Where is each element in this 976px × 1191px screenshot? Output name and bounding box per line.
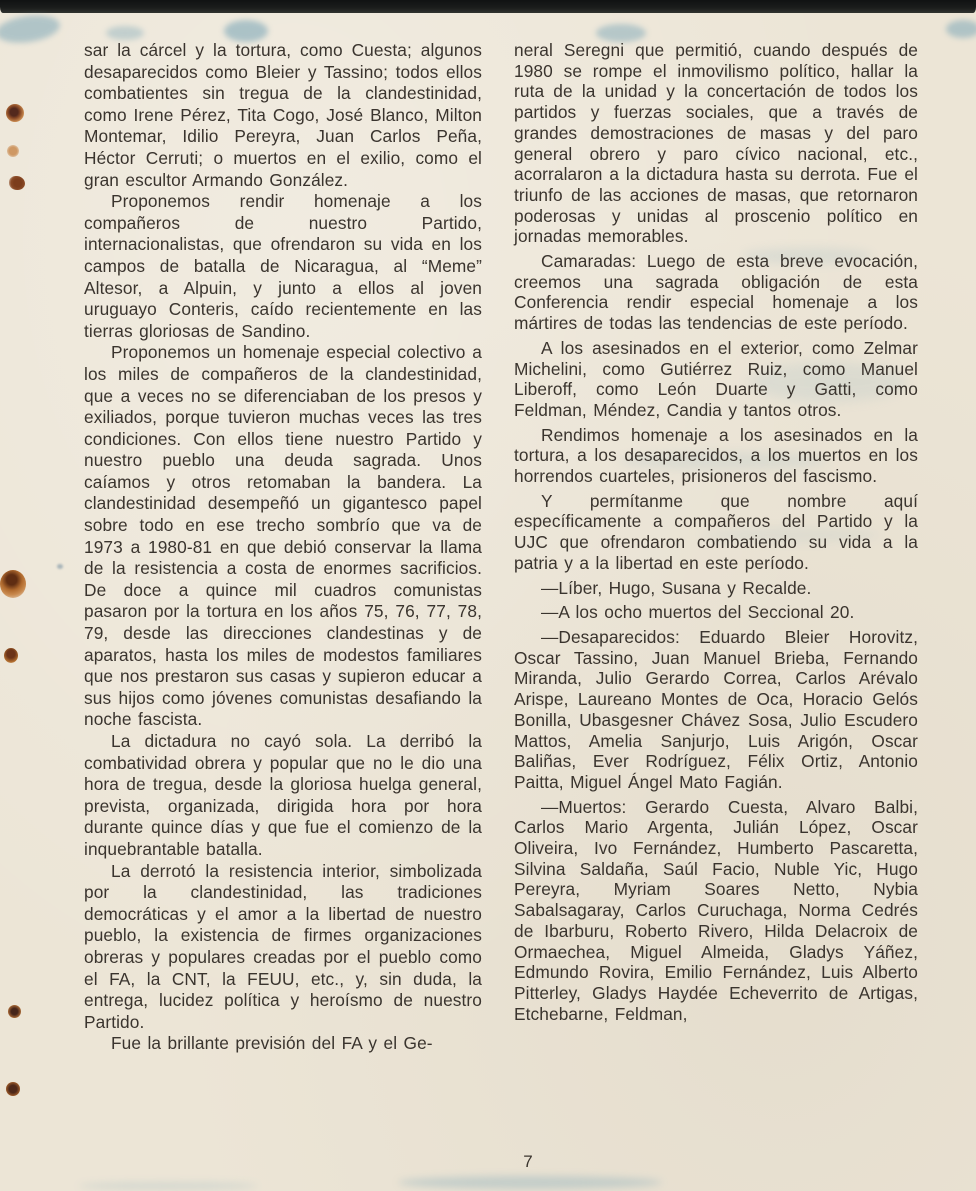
paragraph: Camaradas: Luego de esta breve evocación, creemos una sagrada obligación de esta Conferencia rendir especial homenaje a los mártires de todas las tendencias de este período. bbox=[514, 251, 918, 334]
paragraph: La derrotó la resistencia interior, simbolizada por la clandestinidad, las tradiciones democráticas y el amor a la libertad de nuestro pueblo, la existencia de firmes organizaciones obreras y populares creadas por el pueblo como el FA, la CNT, la FEUU, etc., y, sin duda, la entrega, lucidez política y heroísmo de nuestro Partido. bbox=[84, 860, 482, 1032]
page-number: 7 bbox=[523, 1152, 533, 1171]
ink-smudge bbox=[224, 20, 268, 42]
ink-smudge bbox=[946, 20, 976, 38]
paragraph: —Desaparecidos: Eduardo Bleier Horovitz, Oscar Tassino, Juan Manuel Brieba, Fernando Miranda, Julio Gerardo Correa, Carlos Arévalo Arispe, Laureano Montes de Oca, Horacio Gelós Bonilla, Ubasgesner Chávez Sosa, Julio Escudero Mattos, Amelia Sanjurjo, Luis Arigón, Oscar Baliñas, Ever Rodríguez, Félix Ortiz, Antonio Paitta, Miguel Ángel Mato Fagián. bbox=[514, 626, 918, 792]
foxing-stain bbox=[4, 648, 18, 663]
ink-smudge bbox=[106, 26, 144, 40]
paragraph: Y permítanme que nombre aquí específicamente a compañeros del Partido y la UJC que ofrendaron combatiendo su vida a la patria y a la libertad en este período. bbox=[514, 490, 918, 573]
ink-smudge bbox=[0, 12, 61, 47]
foxing-stain bbox=[8, 1005, 21, 1018]
ink-smudge bbox=[78, 1182, 258, 1190]
paragraph: Proponemos rendir homenaje a los compañeros de nuestro Partido, internacionalistas, que ofrendaron su vida en los campos de batalla de Nicaragua, al “Meme” Altesor, a Alpuin, y junto a ellos al joven uruguayo Conteris, caído recientemente en las tierras gloriosas de Sandino. bbox=[84, 191, 482, 341]
foxing-stain bbox=[6, 1082, 20, 1096]
text-column-right bbox=[514, 40, 918, 1024]
paragraph: sar la cárcel y la tortura, como Cuesta; algunos desaparecidos como Bleier y Tassino; todos ellos combatientes sin tregua de la clandestinidad, como Irene Pérez, Tita Cogo, José Blanco, Milton Montemar, Idilio Pereyra, Juan Carlos Peña, Héctor Cerruti; o muertos en el exilio, como el gran escultor Armando González. bbox=[84, 40, 482, 190]
paragraph: neral Seregni que permitió, cuando después de 1980 se rompe el inmovilismo político, hallar la ruta de la unidad y la concertación de todos los partidos y fuerzas sociales, que a través de grandes demostraciones de masas y del paro general obrero y paro cívico nacional, etc., acorralaron a la dictadura hasta su derrota. Fue el triunfo de las acciones de masas, que retornaron poderosas y unidas al proscenio político en jornadas memorables. bbox=[514, 40, 918, 247]
foxing-stain bbox=[9, 176, 25, 190]
foxing-stain bbox=[6, 104, 24, 122]
ink-smudge bbox=[398, 1176, 662, 1189]
paragraph: Fue la brillante previsión del FA y el Ge- bbox=[111, 1033, 433, 1054]
text-column-left bbox=[84, 40, 482, 1055]
paragraph: Proponemos un homenaje especial colectivo a los miles de compañeros de la clandestinidad, que a veces no se diferenciaban de los presos y exiliados, porque tuvieron muchas veces las tres condiciones. Con ellos tiene nuestro Partido y nuestro pueblo una deuda sagrada. Unos caíamos y otros retomaban la bandera. La clandestinidad desempeñó un gigantesco papel sobre todo en ese trecho sombrío que va de 1973 a 1980-81 en que debió conservar la llama de la resistencia a costa de enormes sacrificios. De doce a quince mil cuadros comunistas pasaron por la tortura en los años 75, 76, 77, 78, 79, desde las direcciones clandestinas y de aparatos, hasta los miles de modestos familiares que nos prestaron sus casas y supieron educar a sus hijos como jóvenes comunistas desafiando la noche fascista. bbox=[84, 342, 482, 730]
paragraph: A los asesinados en el exterior, como Zelmar Michelini, como Gutiérrez Ruiz, como Manuel Liberoff, como León Duarte y Gatti, como Feldman, Méndez, Candia y tantos otros. bbox=[514, 337, 918, 420]
paragraph: —Líber, Hugo, Susana y Recalde. bbox=[541, 577, 812, 598]
paragraph: La dictadura no cayó sola. La derribó la combatividad obrera y popular que no le dio una hora de tregua, desde la gloriosa huelga general, prevista, organizada, dirigida hora por hora durante quince días y que fue el comienzo de la inquebrantable batalla. bbox=[84, 731, 482, 859]
foxing-stain bbox=[7, 145, 19, 157]
paragraph: Rendimos homenaje a los asesinados en la tortura, a los desaparecidos, a los muertos en los horrendos cuarteles, prisioneros del fascismo. bbox=[514, 424, 918, 487]
scan-edge-band bbox=[0, 0, 976, 13]
ink-speck bbox=[57, 564, 63, 569]
foxing-stain bbox=[0, 570, 26, 598]
paragraph: —Muertos: Gerardo Cuesta, Alvaro Balbi, Carlos Mario Argenta, Julián López, Oscar Oliveira, Ivo Fernández, Humberto Pascaretta, Silvina Saldaña, Saúl Facio, Nuble Yic, Hugo Pereyra, Myriam Soares Netto, Nybia Sabalsagaray, Carlos Curuchaga, Norma Cedrés de Ibarburu, Roberto Rivero, Hilda Delacroix de Ormaechea, Miguel Almeida, Gladys Yáñez, Edmundo Rovira, Emilio Fernández, Luis Alberto Pitterley, Gladys Haydée Echeverrito de Artigas, Etchebarne, Feldman, bbox=[514, 796, 918, 1024]
paragraph: —A los ocho muertos del Seccional 20. bbox=[541, 602, 855, 623]
